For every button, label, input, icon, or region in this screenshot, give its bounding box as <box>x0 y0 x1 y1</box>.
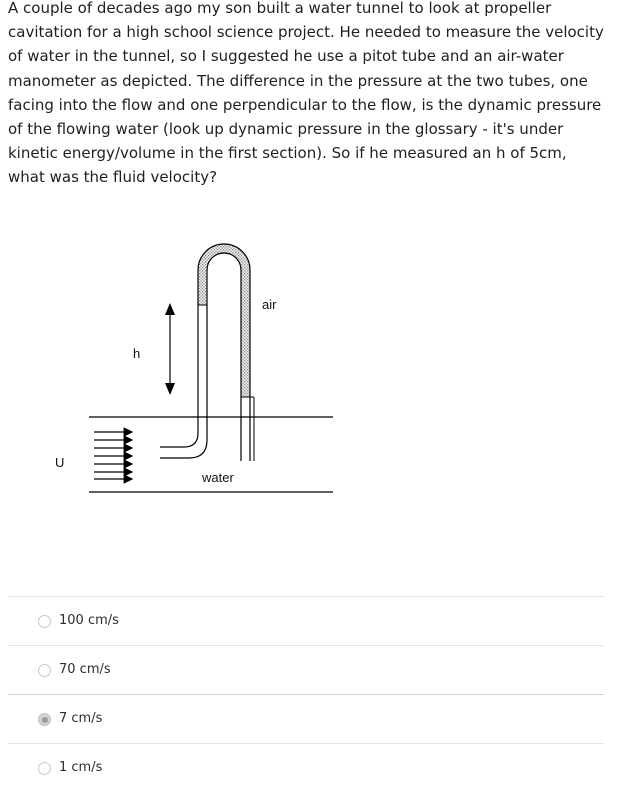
manometer-tube-inner <box>207 253 241 461</box>
flow-arrows <box>94 432 132 479</box>
air-label: air <box>262 297 277 312</box>
pitot-tube-svg <box>40 225 360 515</box>
answer-list <box>8 596 604 792</box>
air-column <box>198 244 250 397</box>
answer-option-1[interactable] <box>8 596 604 645</box>
answer-option-4[interactable] <box>8 743 604 792</box>
answer-option-2[interactable] <box>8 645 604 694</box>
answer-label: 70 cm/s <box>59 662 111 677</box>
pitot-tube-bend-inner <box>160 423 198 447</box>
radio-button-selected[interactable] <box>38 713 51 726</box>
water-label: water <box>202 470 234 485</box>
h-label: h <box>133 346 141 361</box>
answer-label: 1 cm/s <box>59 760 103 775</box>
answer-label: 7 cm/s <box>59 711 103 726</box>
answer-label: 100 cm/s <box>59 613 119 628</box>
h-dimension-arrow <box>165 303 175 395</box>
pitot-tube-diagram <box>40 225 360 515</box>
radio-button[interactable] <box>38 762 51 775</box>
answer-option-3[interactable] <box>8 694 604 743</box>
pitot-tube-bend-outer <box>160 423 207 458</box>
question-text: A couple of decades ago my son built a water tunnel to look at propeller cavitation for a high school science project. He needed to measure the velocity of water in the tunnel, so I suggested he use a pitot tube and an air-water manometer as depicted. The difference in the pressure at the two tubes, one facing into the flow and one perpendicular to the flow, is the dynamic pressure of the flowing water (look up dynamic pressure in the glossary - it's under kinetic energy/volume in the first section). So if he measured an h of 5cm, what was the fluid velocity? <box>8 0 604 187</box>
velocity-label: U <box>55 455 65 470</box>
radio-button[interactable] <box>38 615 51 628</box>
radio-button[interactable] <box>38 664 51 677</box>
